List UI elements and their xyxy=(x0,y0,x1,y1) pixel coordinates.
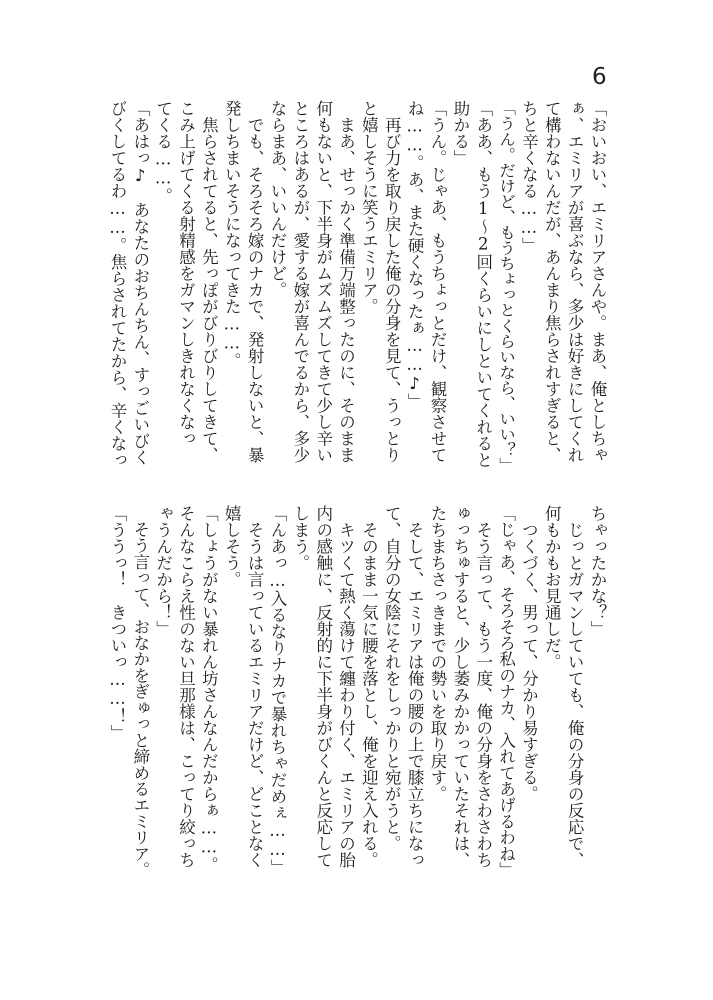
text-line-content: ところはあるが、愛する嫁が喜んでるから、多少 xyxy=(290,100,310,463)
upper-text-block xyxy=(105,100,608,474)
text-line xyxy=(562,505,585,868)
text-line-content: て構わないんだが、あんまり焦らされすぎると、 xyxy=(542,100,562,463)
text-line xyxy=(425,505,448,868)
text-line xyxy=(174,100,197,463)
text-line-content: 「しょうがない暴れん坊さんなんだからぁ……。 xyxy=(199,505,219,873)
text-line xyxy=(517,100,540,463)
text-line-content: つくづく、男って、分かり易すぎる。 xyxy=(519,505,539,802)
page-number: 6 xyxy=(592,64,607,90)
text-line-content: ゅっちゅすると、少し萎みかかっていたそれは、 xyxy=(450,505,470,868)
text-line xyxy=(539,100,562,463)
text-line-content: 何もないと、下半身がムズムズしてきて少し辛い xyxy=(313,100,333,463)
text-line xyxy=(585,100,608,463)
text-line xyxy=(105,505,128,868)
text-line xyxy=(425,100,448,463)
text-line xyxy=(471,100,494,468)
text-line-content: 「ううっ！ きついっ……！」 xyxy=(107,505,127,741)
text-line xyxy=(151,505,174,868)
text-line-content: そのまま一気に腰を落とし、俺を迎え入れる。 xyxy=(359,505,379,868)
text-line-content: て、自分の女陰にそれをしっかりと宛がうと。 xyxy=(382,505,402,852)
text-line-content: 助かる」 xyxy=(450,100,470,166)
text-line-content: と嬉しそうに笑うエミリア。 xyxy=(359,100,379,315)
text-line-content: ぁ、エミリアが喜ぶなら、多少は好きにしてくれ xyxy=(565,100,585,463)
text-line xyxy=(448,100,471,463)
text-line xyxy=(151,100,174,463)
text-line-content: そう言って、おなかをぎゅっと締めるエミリア。 xyxy=(130,505,150,879)
text-line-content: そうは言っているエミリアだけど、どことなく xyxy=(245,505,265,868)
text-line-content: 「ああ、もう1～2回くらいにしといてくれると xyxy=(473,100,493,468)
text-line xyxy=(539,505,562,868)
text-line xyxy=(265,505,288,876)
text-line xyxy=(311,505,334,868)
text-line xyxy=(334,100,357,463)
lower-text-block xyxy=(105,505,608,879)
text-line-content: てくる……。 xyxy=(153,100,173,204)
text-line xyxy=(494,100,517,474)
text-line-content: 「んあっ…入るなりナカで暴れちゃだめぇ……」 xyxy=(267,505,287,876)
text-line-content: 発しちまいそうになってきた……。 xyxy=(222,100,242,369)
text-line xyxy=(288,505,311,868)
text-line-content: 「じゃあ、そろそろ私のナカ、入れてあげるわね」 xyxy=(496,505,516,879)
text-line xyxy=(311,100,334,463)
text-line-content: 嬉しそう。 xyxy=(222,505,242,588)
text-line-content: そんなこらえ性のない旦那様は、こってり絞っち xyxy=(176,505,196,868)
text-line-content: しまう。 xyxy=(290,505,310,571)
text-line-content: 再び力を取り戻した俺の分身を見て、うっとり xyxy=(382,100,402,463)
text-line xyxy=(128,505,151,879)
text-line xyxy=(585,505,608,868)
text-line xyxy=(357,505,380,868)
text-line xyxy=(471,505,494,868)
text-line xyxy=(242,100,265,463)
text-line xyxy=(128,100,151,466)
text-line-content: 何もかもお見通しだ。 xyxy=(542,505,562,670)
text-line xyxy=(174,505,197,868)
text-line-content: まあ、せっかく準備万端整ったのに、そのまま xyxy=(336,100,356,463)
text-line-content: たちまちさっきまでの勢いを取り戻す。 xyxy=(427,505,447,802)
text-line-content: こみ上げてくる射精感をガマンしきれなくなっ xyxy=(176,100,196,447)
text-line-content: ゃうんだから！」 xyxy=(153,505,173,637)
text-line xyxy=(219,505,242,868)
text-line xyxy=(197,505,220,873)
text-line-content: そう言って、もう一度、俺の分身をさわさわち xyxy=(473,505,493,868)
text-line xyxy=(197,100,220,463)
text-line xyxy=(494,505,517,879)
text-line xyxy=(334,505,357,868)
text-line xyxy=(105,100,128,468)
text-line xyxy=(219,100,242,463)
text-line xyxy=(448,505,471,868)
text-line xyxy=(242,505,265,868)
text-line-content: ならまあ、いいんだけど。 xyxy=(267,100,287,298)
text-line-content: じっとガマンしていても、俺の分身の反応で、 xyxy=(565,505,585,868)
text-line-content: 内の感触に、反射的に下半身がびくんと反応して xyxy=(313,505,333,868)
text-line-content: 「うん。だけど、もうちょっとくらいなら、いい？」 xyxy=(496,100,516,474)
text-line-content: ちゃったかな？」 xyxy=(588,505,607,637)
text-line xyxy=(402,100,425,463)
text-line xyxy=(402,505,425,868)
text-line-content: 「おいおい、エミリアさんや。まあ、俺としちゃ xyxy=(588,100,607,463)
text-line xyxy=(379,505,402,868)
text-line-content: ちと辛くなる……」 xyxy=(519,100,539,254)
text-line xyxy=(357,100,380,463)
text-line xyxy=(379,100,402,463)
text-line xyxy=(288,100,311,463)
text-line-content: キツくて熱く蕩けて纏わり付く、エミリアの胎 xyxy=(336,505,356,868)
text-line-content: ね……。あ、また硬くなったぁ……♪」 xyxy=(405,100,425,410)
text-line xyxy=(562,100,585,463)
text-line-content: 「あはっ♪ あなたのおちんちん、すっごいびく xyxy=(130,100,150,466)
text-line-content: でも、そろそろ嫁のナカで、発射しないと、暴 xyxy=(245,100,265,463)
text-line xyxy=(265,100,288,463)
text-line-content: 焦らされてると、先っぽがびりびりしてきて、 xyxy=(199,100,219,463)
text-line-content: びくしてるわ……。焦らされてたから、辛くなっ xyxy=(107,100,127,468)
text-line-content: 「うん。じゃあ、もうちょっとだけ、観察させて xyxy=(427,100,447,463)
text-line-content: そして、エミリアは俺の腰の上で膝立ちになっ xyxy=(405,505,425,868)
text-line xyxy=(517,505,540,868)
